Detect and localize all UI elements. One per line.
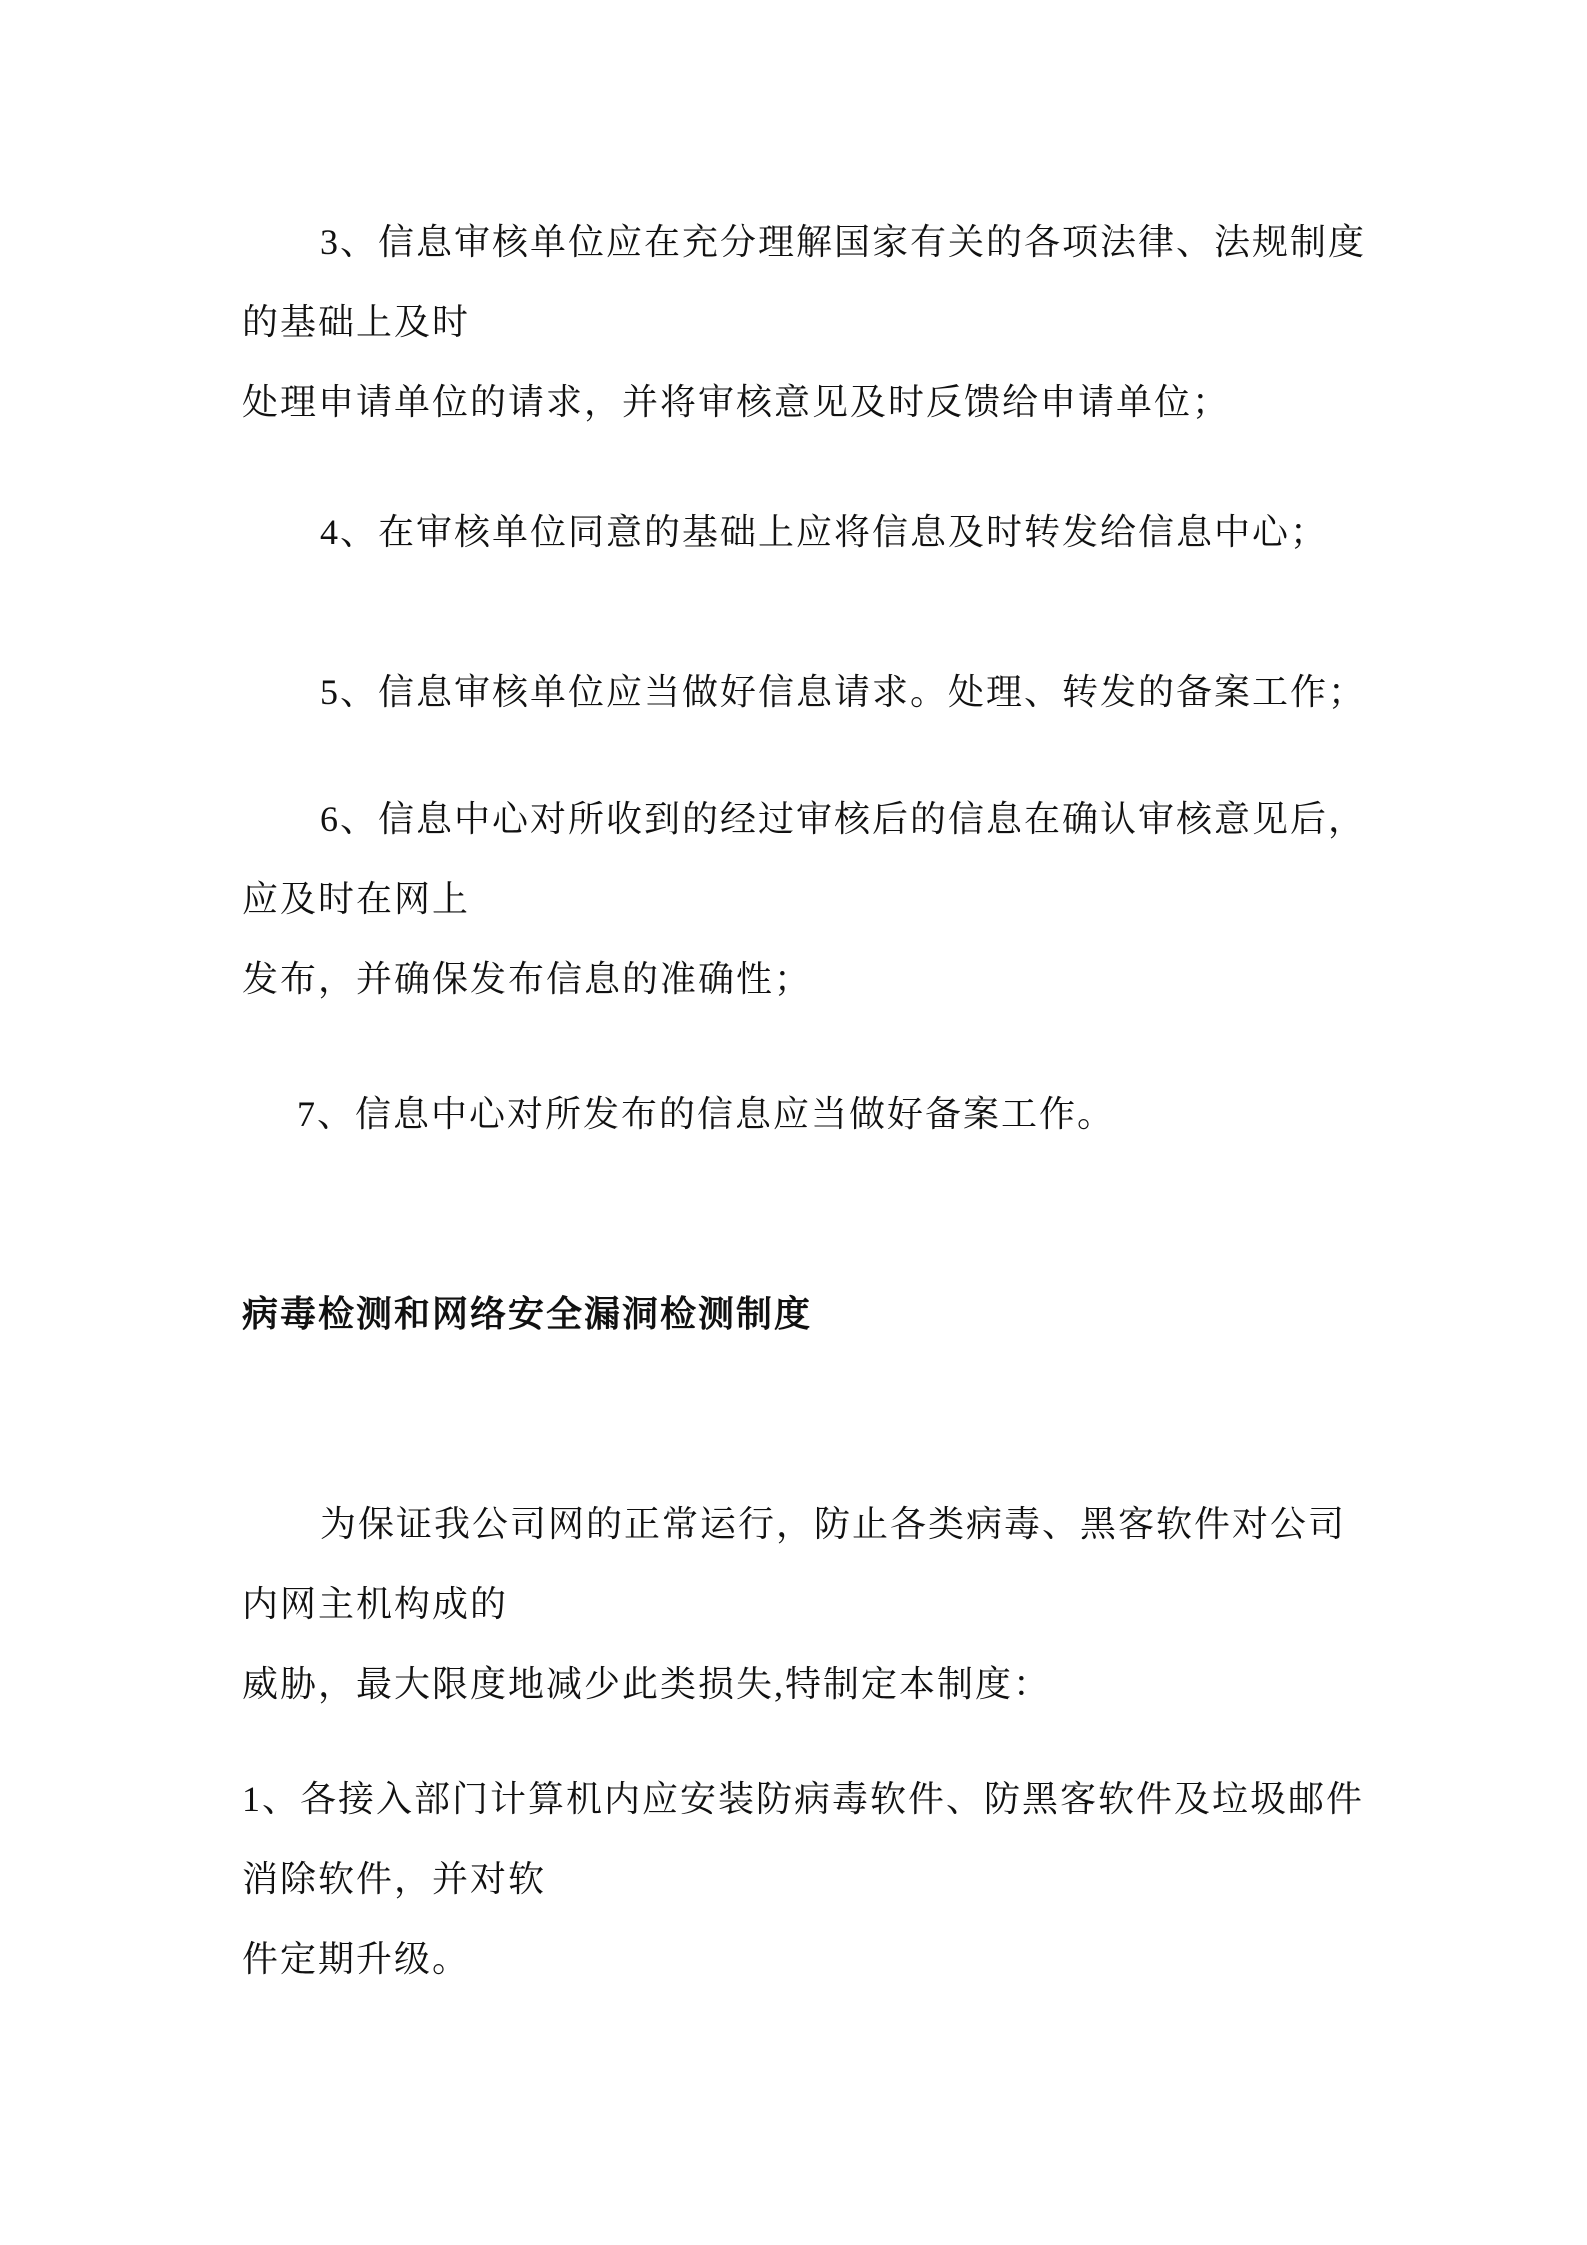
clause-6-line-3: 发布，并确保发布信息的准确性； [242, 959, 813, 999]
clause-6-line-1: 6、信息中心对所收到的经过审核后的信息在确认审核意见后， [320, 799, 1367, 839]
intro-line-3: 威胁，最大限度地减少此类损失,特制定本制度： [242, 1664, 1052, 1704]
clause-3-line-2: 的基础上及时 [242, 302, 471, 342]
clause-7-paragraph [242, 1074, 1447, 1154]
rule-1-line-2: 消除软件，并对软 [242, 1859, 547, 1899]
clause-5-paragraph [242, 652, 1447, 732]
clause-3-line-1: 3、信息审核单位应在充分理解国家有关的各项法律、法规制度 [320, 222, 1367, 262]
clause-6-line-2: 应及时在网上 [242, 879, 471, 919]
section-heading-virus-detection [242, 1274, 1447, 1354]
rule-1-paragraph [242, 1759, 1447, 1999]
intro-paragraph [242, 1484, 1447, 1724]
clause-3-paragraph [242, 202, 1447, 442]
section-heading-text: 病毒检测和网络安全漏洞检测制度 [242, 1294, 813, 1334]
intro-line-2: 内网主机构成的 [242, 1584, 509, 1624]
rule-1-line-1: 1、各接入部门计算机内应安装防病毒软件、防黑客软件及垃圾邮件 [242, 1779, 1365, 1819]
clause-4-paragraph [242, 492, 1447, 572]
rule-1-line-3: 件定期升级。 [242, 1939, 471, 1979]
intro-line-1: 为保证我公司网的正常运行，防止各类病毒、黑客软件对公司 [320, 1504, 1347, 1544]
clause-4-line-1: 4、在审核单位同意的基础上应将信息及时转发给信息中心； [320, 512, 1329, 552]
clause-5-line-1: 5、信息审核单位应当做好信息请求。处理、转发的备案工作； [320, 672, 1367, 712]
clause-6-paragraph [242, 779, 1447, 1019]
clause-3-line-3: 处理申请单位的请求，并将审核意见及时反馈给申请单位； [242, 382, 1231, 422]
clause-7-line-1: 7、信息中心对所发布的信息应当做好备案工作。 [297, 1094, 1116, 1134]
